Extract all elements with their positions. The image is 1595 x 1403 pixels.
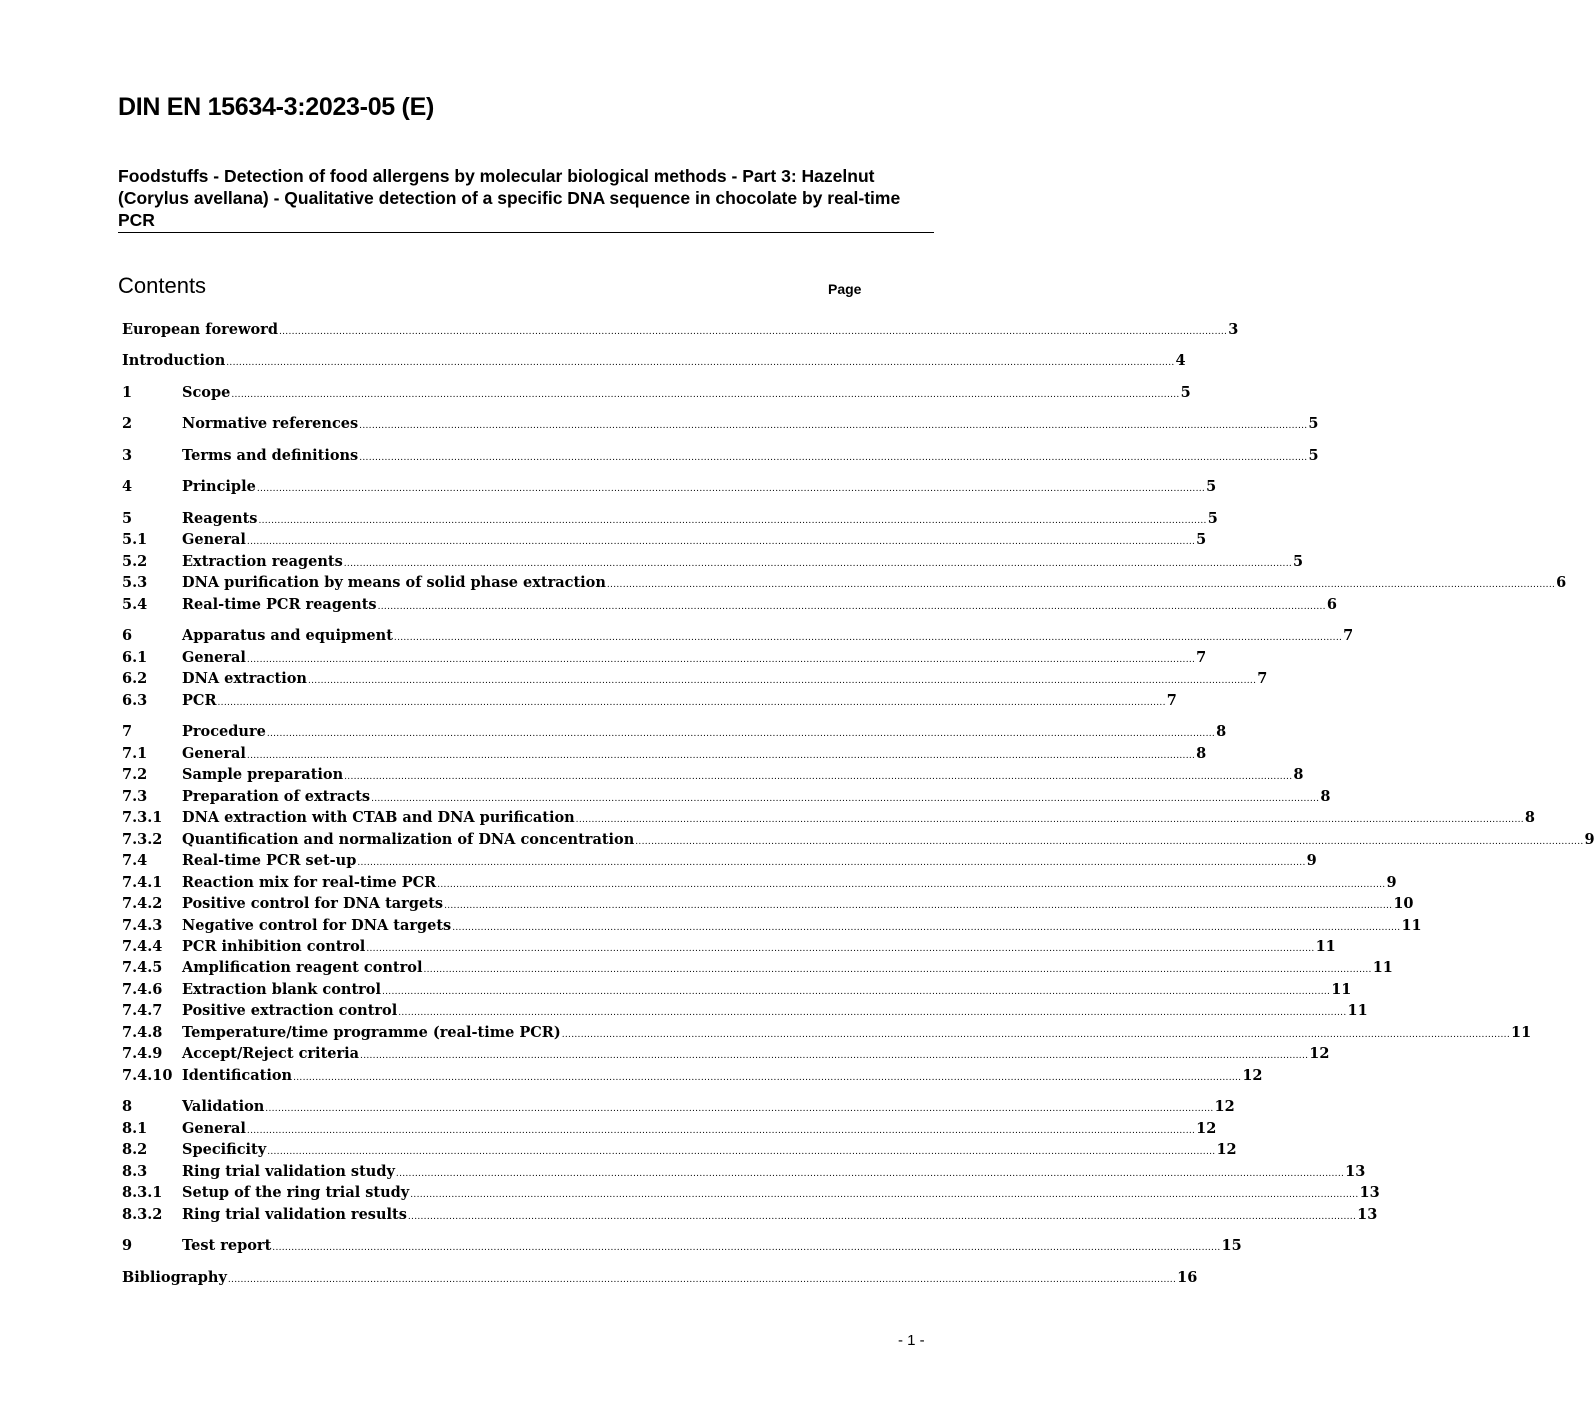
toc-entry-page: 10 [1393,895,1414,912]
toc-entry[interactable] [122,1269,1198,1290]
toc-entry[interactable] [122,959,1393,980]
toc-entry[interactable] [122,415,1319,436]
toc-entry-number: 9 [122,1237,133,1254]
toc-dot-leader: ............................................................................................................................................................................................................................................................................................................ [360,1051,1309,1061]
toc-entry[interactable] [122,1045,1330,1066]
toc-entry[interactable] [122,478,1217,499]
toc-entry-page: 5 [1293,553,1304,570]
toc-dot-leader: ............................................................................................................................................................................................................................................................................................................ [231,390,1180,400]
toc-entry-title: Introduction [122,352,226,369]
toc-entry[interactable] [122,553,1304,574]
toc-entry[interactable] [122,809,1536,830]
toc-entry-page: 7 [1166,692,1177,709]
toc-entry-number: 8.3.2 [122,1206,163,1223]
toc-entry[interactable] [122,831,1595,852]
toc-entry[interactable] [122,788,1331,809]
toc-entry-title: Validation [182,1098,265,1115]
toc-dot-leader: ............................................................................................................................................................................................................................................................................................................ [265,1104,1214,1114]
toc-entry-title: General [182,745,246,762]
toc-entry-title: Preparation of extracts [182,788,371,805]
toc-entry-title: Negative control for DNA targets [182,917,452,934]
toc-entry-title: Specificity [182,1141,267,1158]
toc-entry[interactable] [122,574,1567,595]
toc-entry-number: 7.3.1 [122,809,163,826]
toc-entry-page: 8 [1524,809,1536,826]
toc-dot-leader: ............................................................................................................................................................................................................................................................................................................ [272,1243,1221,1253]
toc-entry-number: 1 [122,384,133,401]
toc-entry-page: 5 [1207,510,1218,527]
toc-entry-number: 7.2 [122,766,148,783]
toc-entry[interactable] [122,596,1337,617]
toc-dot-leader: ............................................................................................................................................................................................................................................................................................................ [343,559,1293,569]
toc-dot-leader: ............................................................................................................................................................................................................................................................................................................ [267,1147,1216,1157]
toc-entry-number: 7.4.5 [122,959,163,976]
toc-entry-number: 5.2 [122,553,148,570]
toc-entry-number: 5.1 [122,531,148,548]
toc-entry-title: Scope [182,384,231,401]
toc-entry-page: 11 [1510,1024,1532,1041]
toc-dot-leader: ............................................................................................................................................................................................................................................................................................................ [606,580,1556,590]
document-id: DIN EN 15634-3:2023-05 (E) [118,93,434,121]
toc-entry-number: 7.1 [122,745,148,762]
toc-entry[interactable] [122,627,1354,648]
toc-dot-leader: ............................................................................................................................................................................................................................................................................................................ [227,1275,1177,1285]
toc-entry-page: 12 [1242,1067,1263,1084]
toc-entry-number: 3 [122,447,133,464]
toc-entry-page: 9 [1386,874,1397,891]
toc-entry[interactable] [122,723,1227,744]
toc-entry-page: 13 [1357,1206,1378,1223]
toc-entry[interactable] [122,692,1177,713]
toc-dot-leader: ............................................................................................................................................................................................................................................................................................................ [437,880,1386,890]
toc-dot-leader: ............................................................................................................................................................................................................................................................................................................ [423,965,1372,975]
toc-entry-title: Real-time PCR set-up [182,852,357,869]
toc-entry-title: DNA extraction with CTAB and DNA purification [182,809,575,826]
toc-dot-leader: ............................................................................................................................................................................................................................................................................................................ [246,655,1196,665]
toc-entry[interactable] [122,531,1207,552]
toc-entry[interactable] [122,1098,1235,1119]
toc-dot-leader: ............................................................................................................................................................................................................................................................................................................ [395,1169,1345,1179]
toc-entry-page: 5 [1180,384,1191,401]
toc-entry[interactable] [122,1237,1242,1258]
toc-dot-leader: ............................................................................................................................................................................................................................................................................................................ [381,987,1331,997]
toc-entry-title: Real-time PCR reagents [182,596,377,613]
toc-entry-title: Bibliography [122,1269,227,1286]
toc-entry-number: 4 [122,478,133,495]
toc-dot-leader: ............................................................................................................................................................................................................................................................................................................ [410,1190,1359,1200]
page-column-label: Page [828,281,862,297]
toc-entry-page: 13 [1345,1163,1366,1180]
toc-dot-leader: ............................................................................................................................................................................................................................................................................................................ [258,516,1207,526]
toc-entry[interactable] [122,1067,1263,1088]
toc-dot-leader: ............................................................................................................................................................................................................................................................................................................ [246,1126,1196,1136]
toc-entry-number: 8.3.1 [122,1184,163,1201]
toc-entry-title: Ring trial validation study [182,1163,395,1180]
toc-entry-page: 9 [1306,852,1317,869]
toc-entry[interactable] [122,895,1414,916]
toc-entry-page: 5 [1308,447,1319,464]
toc-entry-page: 7 [1257,670,1268,687]
toc-entry-title: European foreword [122,321,278,338]
toc-entry-title: Normative references [182,415,359,432]
toc-entry-number: 7.4 [122,852,148,869]
toc-entry-number: 7.4.7 [122,1002,163,1019]
toc-entry[interactable] [122,1163,1366,1184]
toc-dot-leader: ............................................................................................................................................................................................................................................................................................................ [561,1030,1510,1040]
toc-entry[interactable] [122,981,1352,1002]
toc-entry[interactable] [122,874,1397,895]
toc-entry-page: 11 [1372,959,1393,976]
toc-entry-title: Identification [182,1067,293,1084]
toc-entry[interactable] [122,510,1218,531]
toc-entry-page: 5 [1206,478,1217,495]
toc-entry-title: Quantification and normalization of DNA concentration [182,831,635,848]
toc-entry-number: 5 [122,510,133,527]
toc-entry-number: 5.4 [122,596,148,613]
toc-entry-number: 2 [122,415,133,432]
toc-entry-number: 7.3.2 [122,831,163,848]
toc-dot-leader: ............................................................................................................................................................................................................................................................................................................ [407,1212,1357,1222]
toc-entry-page: 4 [1175,352,1186,369]
contents-heading: Contents [118,273,207,298]
toc-entry[interactable] [122,1024,1532,1045]
page-number: - 1 - [898,1332,925,1349]
toc-entry-title: Principle [182,478,256,495]
toc-entry-number: 8.3 [122,1163,148,1180]
toc-entry-title: General [182,1120,246,1137]
toc-dot-leader: ............................................................................................................................................................................................................................................................................................................ [307,676,1257,686]
toc-entry-page: 16 [1177,1269,1198,1286]
toc-entry[interactable] [122,938,1336,959]
toc-entry-page: 7 [1196,649,1207,666]
toc-entry-page: 15 [1221,1237,1242,1254]
toc-entry-page: 13 [1359,1184,1380,1201]
toc-entry-page: 11 [1347,1002,1368,1019]
toc-entry[interactable] [122,1120,1217,1141]
toc-entry-title: Reagents [182,510,258,527]
toc-entry-number: 5.3 [122,574,148,591]
toc-entry-page: 12 [1214,1098,1235,1115]
toc-entry-number: 6 [122,627,133,644]
toc-entry[interactable] [122,1184,1380,1205]
toc-entry-page: 11 [1401,917,1422,934]
toc-entry-number: 8 [122,1098,133,1115]
toc-entry-title: Positive control for DNA targets [182,895,444,912]
toc-entry-title: PCR inhibition control [182,938,366,955]
toc-dot-leader: ............................................................................................................................................................................................................................................................................................................ [393,633,1343,643]
toc-entry-title: Ring trial validation results [182,1206,407,1223]
toc-entry-number: 7 [122,723,133,740]
toc-entry-title: Sample preparation [182,766,344,783]
toc-entry-number: 6.1 [122,649,148,666]
toc-dot-leader: ............................................................................................................................................................................................................................................................................................................ [357,858,1306,868]
toc-entry[interactable] [122,1206,1378,1227]
toc-entry-page: 8 [1196,745,1207,762]
toc-dot-leader: ............................................................................................................................................................................................................................................................................................................ [359,453,1308,463]
toc-entry[interactable] [122,352,1186,373]
toc-dot-leader: ............................................................................................................................................................................................................................................................................................................ [256,484,1206,494]
toc-entry-page: 9 [1584,831,1595,848]
toc-entry[interactable] [122,670,1268,691]
toc-entry-page: 5 [1196,531,1207,548]
toc-entry-number: 7.4.6 [122,981,163,998]
toc-entry-page: 8 [1293,766,1304,783]
toc-dot-leader: ............................................................................................................................................................................................................................................................................................................ [266,729,1216,739]
toc-entry-page: 8 [1320,788,1331,805]
toc-dot-leader: ............................................................................................................................................................................................................................................................................................................ [344,772,1293,782]
toc-dot-leader: ............................................................................................................................................................................................................................................................................................................ [377,602,1326,612]
toc-entry-title: DNA purification by means of solid phase extraction [182,574,606,591]
toc-entry-page: 12 [1196,1120,1217,1137]
toc-dot-leader: ............................................................................................................................................................................................................................................................................................................ [371,794,1320,804]
toc-entry-page: 12 [1309,1045,1330,1062]
toc-dot-leader: ............................................................................................................................................................................................................................................................................................................ [217,698,1166,708]
document-title: Foodstuffs - Detection of food allergens by molecular biological methods - Part 3: Hazelnut (Corylus avellana) - Qualitative detection of a specific DNA sequence in chocolate by real-time PCR [118,166,901,230]
toc-entry-number: 7.3 [122,788,148,805]
toc-dot-leader: ............................................................................................................................................................................................................................................................................................................ [575,815,1524,825]
toc-entry[interactable] [122,447,1319,468]
toc-entry[interactable] [122,745,1207,766]
toc-entry-title: Test report [182,1237,272,1254]
toc-dot-leader: ............................................................................................................................................................................................................................................................................................................ [635,837,1584,847]
toc-entry-page: 8 [1216,723,1227,740]
toc-entry-title: Apparatus and equipment [182,627,393,644]
toc-entry-title: Positive extraction control [182,1002,398,1019]
toc-dot-leader: ............................................................................................................................................................................................................................................................................................................ [366,944,1315,954]
toc-entry-page: 3 [1228,321,1239,338]
toc-entry-page: 11 [1331,981,1352,998]
toc-entry-page: 6 [1556,574,1567,591]
toc-entry-title: Procedure [182,723,266,740]
toc-entry[interactable] [122,766,1304,787]
toc-dot-leader: ............................................................................................................................................................................................................................................................................................................ [278,327,1228,337]
toc-entry-title: PCR [182,692,217,709]
toc-entry-title: Extraction blank control [182,981,381,998]
toc-entry-number: 6.2 [122,670,148,687]
toc-entry-number: 7.4.1 [122,874,163,891]
toc-entry-title: Extraction reagents [182,553,343,570]
toc-entry-title: Amplification reagent control [182,959,423,976]
toc-entry-title: Setup of the ring trial study [182,1184,410,1201]
toc-entry-page: 6 [1326,596,1337,613]
toc-entry[interactable] [122,649,1207,670]
toc-entry-number: 6.3 [122,692,148,709]
toc-dot-leader: ............................................................................................................................................................................................................................................................................................................ [293,1073,1242,1083]
toc-dot-leader: ............................................................................................................................................................................................................................................................................................................ [359,421,1308,431]
title-divider [118,232,934,233]
toc-entry-title: General [182,531,246,548]
toc-entry[interactable] [122,917,1422,938]
toc-entry-number: 7.4.4 [122,938,163,955]
toc-entry-page: 5 [1308,415,1319,432]
toc-entry-page: 11 [1315,938,1336,955]
toc-dot-leader: ............................................................................................................................................................................................................................................................................................................ [444,901,1393,911]
toc-entry[interactable] [122,384,1191,405]
toc-dot-leader: ............................................................................................................................................................................................................................................................................................................ [246,537,1196,547]
toc-entry-page: 7 [1343,627,1354,644]
toc-entry[interactable] [122,852,1317,873]
toc-entry-title: Temperature/time programme (real-time PCR) [182,1024,561,1041]
toc-entry[interactable] [122,1002,1368,1023]
toc-entry-title: Terms and definitions [182,447,359,464]
toc-entry-number: 8.2 [122,1141,148,1158]
toc-dot-leader: ............................................................................................................................................................................................................................................................................................................ [226,358,1175,368]
toc-entry-number: 7.4.8 [122,1024,163,1041]
toc-entry-number: 7.4.10 [122,1067,173,1084]
toc-entry-title: DNA extraction [182,670,307,687]
toc-entry-number: 7.4.2 [122,895,163,912]
toc-entry[interactable] [122,321,1239,342]
toc-dot-leader: ............................................................................................................................................................................................................................................................................................................ [452,923,1401,933]
toc-entry-title: General [182,649,246,666]
toc-entry-title: Reaction mix for real-time PCR [182,874,437,891]
toc-entry-number: 7.4.9 [122,1045,163,1062]
toc-entry-number: 8.1 [122,1120,148,1137]
toc-entry-title: Accept/Reject criteria [182,1045,360,1062]
toc-entry-page: 12 [1216,1141,1237,1158]
toc-dot-leader: ............................................................................................................................................................................................................................................................................................................ [246,751,1196,761]
toc-entry[interactable] [122,1141,1237,1162]
toc-entry-number: 7.4.3 [122,917,163,934]
toc-dot-leader: ............................................................................................................................................................................................................................................................................................................ [398,1008,1347,1018]
